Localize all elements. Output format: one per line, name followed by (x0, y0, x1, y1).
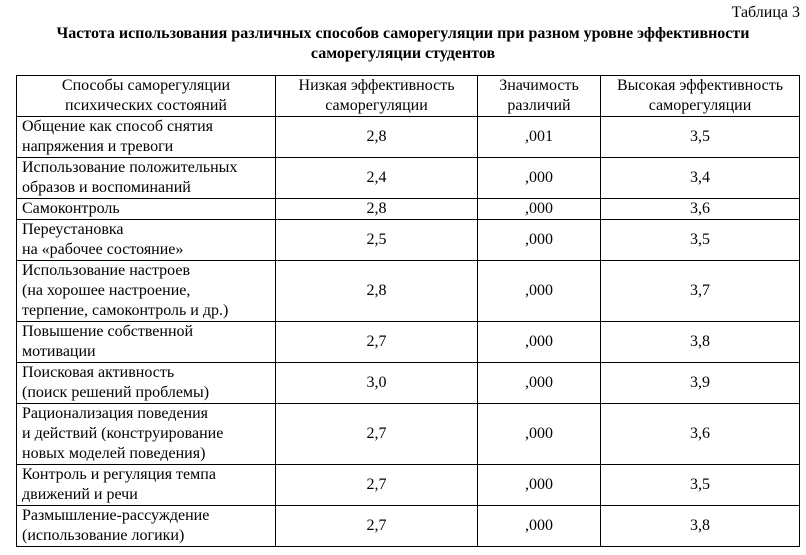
cell-high: 3,8 (601, 506, 800, 547)
cell-significance: ,000 (478, 158, 601, 199)
cell-method: Использование настроев (на хорошее настроение, терпение, самоконтроль и др.) (17, 261, 276, 322)
cell-method: Переустановка на «рабочее состояние» (17, 220, 276, 261)
cell-method: Использование положительных образов и воспоминаний (17, 158, 276, 199)
header-low-efficiency: Низкая эффективность саморегуляции (276, 76, 478, 117)
header-method: Способы саморегуляции психических состояний (17, 76, 276, 117)
cell-high: 3,5 (601, 465, 800, 506)
table-number: Таблица 3 (731, 4, 800, 21)
cell-low: 2,7 (276, 506, 478, 547)
data-table (16, 75, 800, 547)
cell-significance: ,000 (478, 465, 601, 506)
cell-low: 2,8 (276, 199, 478, 220)
table-row (17, 261, 800, 322)
cell-high: 3,4 (601, 158, 800, 199)
table-row (17, 404, 800, 465)
cell-method: Повышение собственной мотивации (17, 322, 276, 363)
cell-low: 2,7 (276, 404, 478, 465)
cell-high: 3,5 (601, 117, 800, 158)
cell-significance: ,001 (478, 117, 601, 158)
cell-method: Самоконтроль (17, 199, 276, 220)
cell-high: 3,6 (601, 199, 800, 220)
header-significance: Значимость различий (478, 76, 601, 117)
cell-significance: ,000 (478, 363, 601, 404)
table-row (17, 199, 800, 220)
table-row (17, 322, 800, 363)
cell-high: 3,9 (601, 363, 800, 404)
cell-method: Размышление-рассуждение (использование логики) (17, 506, 276, 547)
cell-low: 2,8 (276, 117, 478, 158)
cell-significance: ,000 (478, 506, 601, 547)
table-caption: Частота использования различных способов саморегуляции при разном уровне эффективности саморегуляции студентов (56, 25, 750, 62)
cell-low: 2,4 (276, 158, 478, 199)
table-row (17, 465, 800, 506)
cell-high: 3,7 (601, 261, 800, 322)
cell-significance: ,000 (478, 199, 601, 220)
table-row (17, 363, 800, 404)
table-row (17, 220, 800, 261)
cell-high: 3,6 (601, 404, 800, 465)
cell-low: 2,7 (276, 322, 478, 363)
cell-significance: ,000 (478, 322, 601, 363)
cell-low: 2,7 (276, 465, 478, 506)
cell-low: 3,0 (276, 363, 478, 404)
table-row (17, 158, 800, 199)
cell-significance: ,000 (478, 404, 601, 465)
cell-method: Поисковая активность (поиск решений проблемы) (17, 363, 276, 404)
table-header-row (17, 76, 800, 117)
cell-low: 2,8 (276, 261, 478, 322)
cell-low: 2,5 (276, 220, 478, 261)
header-high-efficiency: Высокая эффективность саморегуляции (601, 76, 800, 117)
cell-method: Рационализация поведения и действий (конструирование новых моделей поведения) (17, 404, 276, 465)
table-row (17, 117, 800, 158)
cell-significance: ,000 (478, 261, 601, 322)
cell-significance: ,000 (478, 220, 601, 261)
cell-method: Контроль и регуляция темпа движений и речи (17, 465, 276, 506)
cell-high: 3,5 (601, 220, 800, 261)
cell-method: Общение как способ снятия напряжения и тревоги (17, 117, 276, 158)
table-row (17, 506, 800, 547)
cell-high: 3,8 (601, 322, 800, 363)
